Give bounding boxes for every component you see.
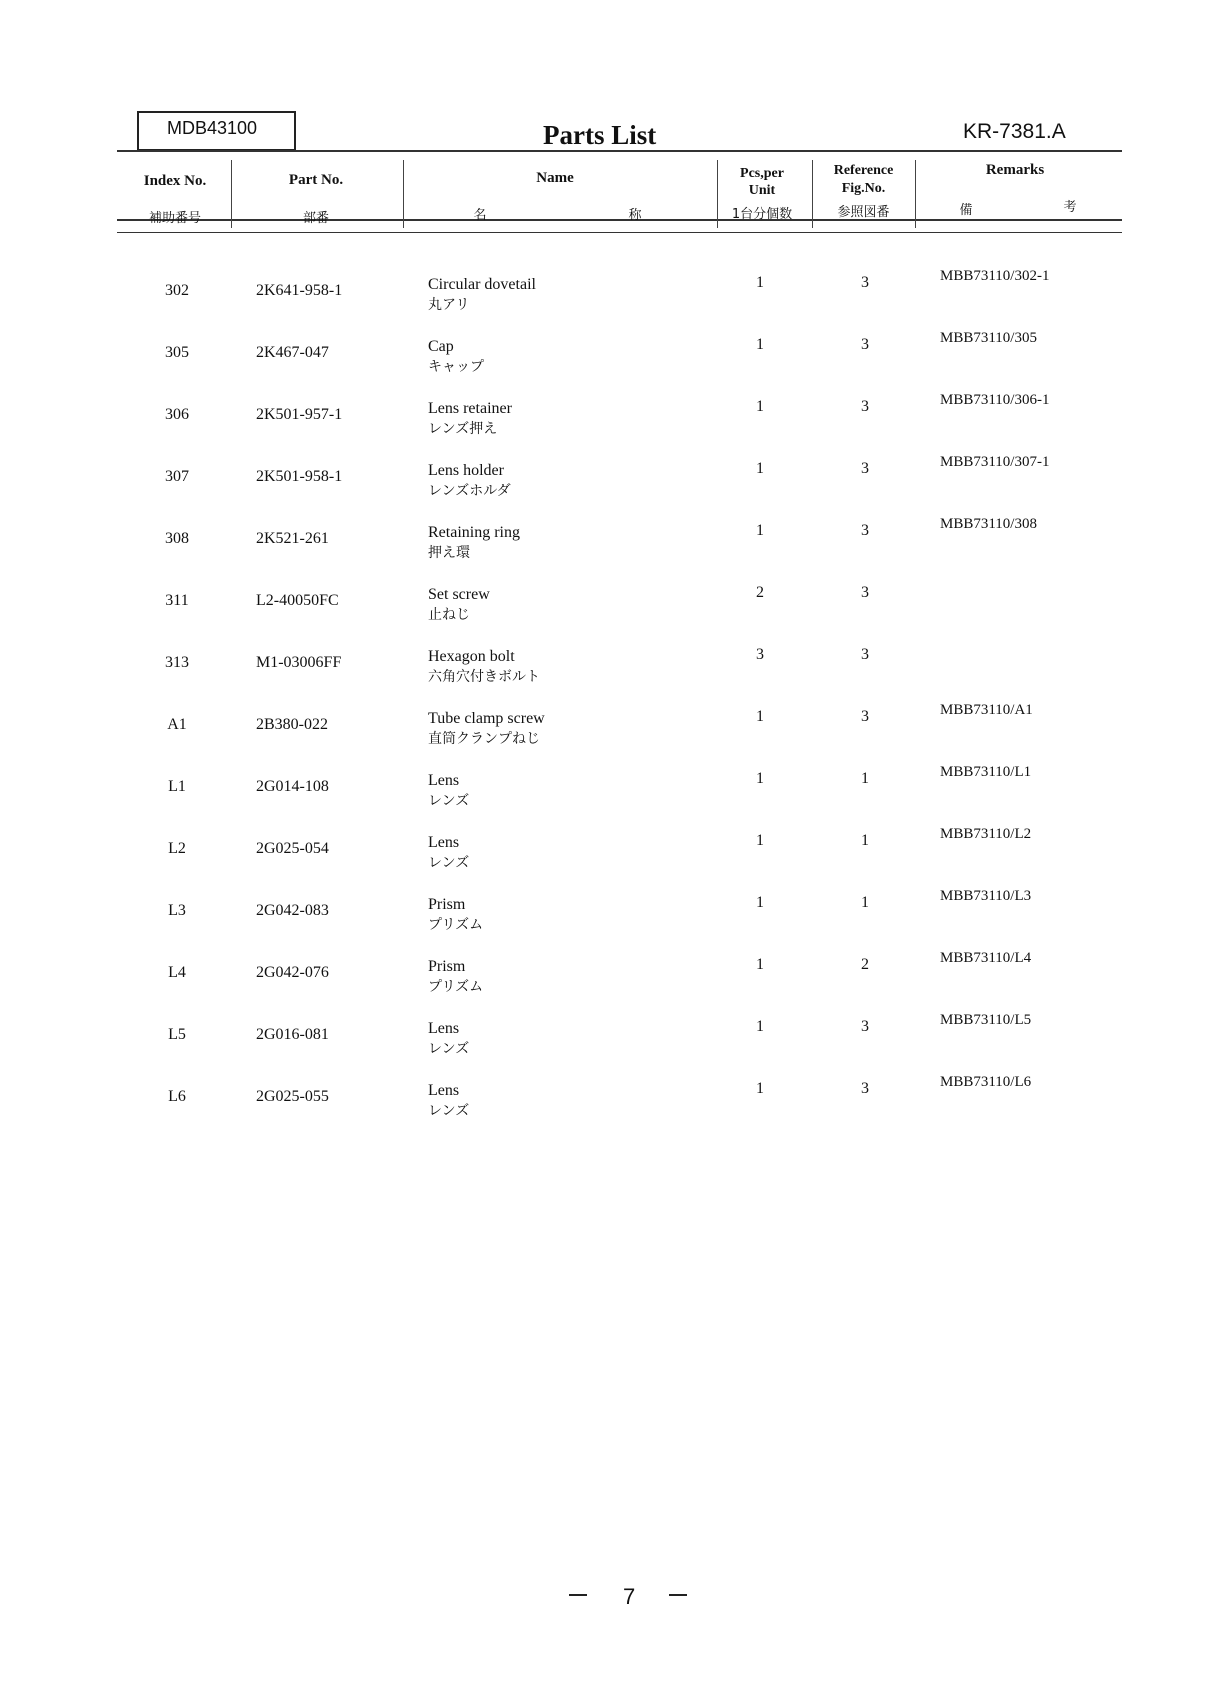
cell-index: 308: [165, 530, 189, 547]
cell-fig: 1: [861, 894, 869, 911]
table-row: [0, 946, 1221, 1004]
cell-part-number: 2G014-108: [256, 778, 329, 795]
header-name-en: Name: [536, 170, 574, 186]
cell-name: Lens retainer: [428, 400, 512, 417]
cell-name-jp: レンズ: [428, 1041, 470, 1057]
cell-pcs: 1: [756, 832, 764, 849]
header-name-jp-2: 称: [628, 208, 642, 223]
cell-remarks: MBB73110/A1: [940, 702, 1033, 718]
cell-pcs: 1: [756, 460, 764, 477]
table-row: [0, 636, 1221, 694]
cell-index: 307: [165, 468, 189, 485]
column-divider-4: [812, 160, 813, 228]
header-ref-jp: 参照図番: [837, 205, 890, 220]
cell-remarks: MBB73110/L2: [940, 826, 1032, 842]
cell-remarks: MBB73110/L6: [940, 1074, 1032, 1090]
header-ref-en-1: Reference: [833, 163, 894, 178]
cell-name: Hexagon bolt: [428, 648, 515, 665]
header-part-jp: 部番: [302, 211, 329, 226]
table-row: [0, 450, 1221, 508]
cell-fig: 1: [861, 770, 869, 787]
cell-pcs: 1: [756, 894, 764, 911]
column-divider-2: [403, 160, 404, 228]
cell-name: Prism: [428, 958, 466, 975]
page-number-dash-right: [669, 1594, 687, 1596]
cell-name-jp: 六角穴付きボルト: [428, 669, 540, 685]
column-divider-5: [915, 160, 916, 228]
cell-part-number: 2K501-958-1: [256, 468, 343, 485]
cell-name: Lens: [428, 772, 460, 789]
cell-pcs: 1: [756, 336, 764, 353]
cell-pcs: 1: [756, 956, 764, 973]
cell-index: L2: [168, 840, 186, 857]
cell-fig: 3: [861, 522, 869, 539]
cell-name: Prism: [428, 896, 466, 913]
table-row: [0, 512, 1221, 570]
cell-name: Set screw: [428, 586, 490, 603]
cell-remarks: MBB73110/307-1: [940, 454, 1050, 470]
table-row: [0, 1070, 1221, 1128]
page-number: 7: [623, 1584, 636, 1609]
table-row: [0, 822, 1221, 880]
table-row: [0, 760, 1221, 818]
cell-fig: 3: [861, 336, 869, 353]
cell-remarks: MBB73110/L1: [940, 764, 1032, 780]
cell-name-jp: 直筒クランプねじ: [428, 731, 540, 747]
cell-remarks: MBB73110/308: [940, 516, 1037, 532]
cell-index: L4: [168, 964, 186, 981]
cell-part-number: M1-03006FF: [256, 654, 342, 671]
cell-name-jp: レンズ: [428, 855, 470, 871]
cell-name-jp: 止ねじ: [428, 607, 470, 623]
cell-index: 305: [165, 344, 189, 361]
cell-name: Lens: [428, 1082, 460, 1099]
cell-remarks: MBB73110/L4: [940, 950, 1032, 966]
cell-fig: 3: [861, 1018, 869, 1035]
cell-fig: 3: [861, 274, 869, 291]
table-row: [0, 1008, 1221, 1066]
cell-part-number: 2G042-076: [256, 964, 329, 981]
cell-fig: 3: [861, 1080, 869, 1097]
cell-name: Tube clamp screw: [428, 710, 545, 727]
cell-fig: 3: [861, 646, 869, 663]
header-pcs-en-1: Pcs,per: [740, 166, 784, 181]
cell-name: Retaining ring: [428, 524, 520, 541]
cell-pcs: 1: [756, 522, 764, 539]
table-row: [0, 574, 1221, 632]
header-index-en: Index No.: [143, 173, 207, 189]
header-part-en: Part No.: [288, 172, 344, 188]
cell-part-number: 2K501-957-1: [256, 406, 343, 423]
cell-part-number: 2G025-055: [256, 1088, 329, 1105]
cell-part-number: 2G042-083: [256, 902, 329, 919]
header-remarks-jp-1: 備: [959, 203, 973, 218]
cell-index: 302: [165, 282, 189, 299]
cell-pcs: 1: [756, 1018, 764, 1035]
header-underline-rule: [117, 232, 1122, 233]
cell-pcs: 3: [756, 646, 764, 663]
cell-name-jp: プリズム: [428, 917, 484, 933]
cell-index: L6: [168, 1088, 186, 1105]
cell-name-jp: キャップ: [428, 359, 484, 375]
cell-index: L1: [168, 778, 186, 795]
header-name-jp-1: 名: [473, 208, 487, 223]
cell-name-jp: レンズ押え: [428, 421, 498, 437]
header-index-jp: 補助番号: [148, 211, 201, 226]
cell-index: L3: [168, 902, 186, 919]
cell-index: 306: [165, 406, 189, 423]
cell-remarks: MBB73110/L5: [940, 1012, 1032, 1028]
cell-fig: 3: [861, 584, 869, 601]
cell-pcs: 1: [756, 274, 764, 291]
cell-name-jp: レンズ: [428, 793, 470, 809]
cell-remarks: MBB73110/302-1: [940, 268, 1050, 284]
cell-name-jp: レンズ: [428, 1103, 470, 1119]
header-ref-en-2: Fig.No.: [841, 181, 886, 196]
cell-index: 311: [165, 592, 189, 609]
cell-part-number: L2-40050FC: [256, 592, 339, 609]
cell-name: Cap: [428, 338, 454, 355]
table-row: [0, 264, 1221, 322]
column-divider-1: [231, 160, 232, 228]
table-row: [0, 326, 1221, 384]
cell-name-jp: 押え環: [428, 545, 470, 561]
document-number-box: MDB43100: [137, 111, 296, 151]
header-pcs-jp: 1台分個数: [731, 207, 793, 222]
header-pcs-en-2: Unit: [748, 183, 776, 198]
cell-name-jp: プリズム: [428, 979, 484, 995]
cell-part-number: 2K641-958-1: [256, 282, 343, 299]
cell-name: Lens: [428, 1020, 460, 1037]
cell-name: Circular dovetail: [428, 276, 536, 293]
cell-remarks: MBB73110/L3: [940, 888, 1032, 904]
cell-part-number: 2K467-047: [256, 344, 329, 361]
cell-index: 313: [165, 654, 189, 671]
cell-part-number: 2G016-081: [256, 1026, 329, 1043]
cell-index: L5: [168, 1026, 186, 1043]
cell-fig: 3: [861, 460, 869, 477]
header-top-rule: [117, 150, 1122, 152]
cell-fig: 3: [861, 708, 869, 725]
column-divider-3: [717, 160, 718, 228]
cell-part-number: 2K521-261: [256, 530, 329, 547]
cell-pcs: 2: [756, 584, 764, 601]
cell-part-number: 2G025-054: [256, 840, 329, 857]
cell-part-number: 2B380-022: [256, 716, 328, 733]
cell-name-jp: 丸アリ: [428, 297, 470, 313]
cell-remarks: MBB73110/305: [940, 330, 1037, 346]
cell-pcs: 1: [756, 708, 764, 725]
cell-name: Lens: [428, 834, 460, 851]
cell-remarks: MBB73110/306-1: [940, 392, 1050, 408]
cell-fig: 2: [861, 956, 869, 973]
header-remarks-en: Remarks: [985, 162, 1045, 178]
table-row: [0, 698, 1221, 756]
header-remarks-jp-2: 考: [1063, 200, 1077, 215]
cell-pcs: 1: [756, 770, 764, 787]
table-row: [0, 388, 1221, 446]
page-title: Parts List: [543, 120, 657, 150]
document-reference: KR-7381.A: [963, 120, 1066, 143]
cell-fig: 3: [861, 398, 869, 415]
cell-name: Lens holder: [428, 462, 504, 479]
table-row: [0, 884, 1221, 942]
cell-index: A1: [167, 716, 187, 733]
cell-fig: 1: [861, 832, 869, 849]
cell-pcs: 1: [756, 1080, 764, 1097]
cell-pcs: 1: [756, 398, 764, 415]
cell-name-jp: レンズホルダ: [428, 483, 511, 499]
page-number-dash-left: [569, 1594, 587, 1596]
